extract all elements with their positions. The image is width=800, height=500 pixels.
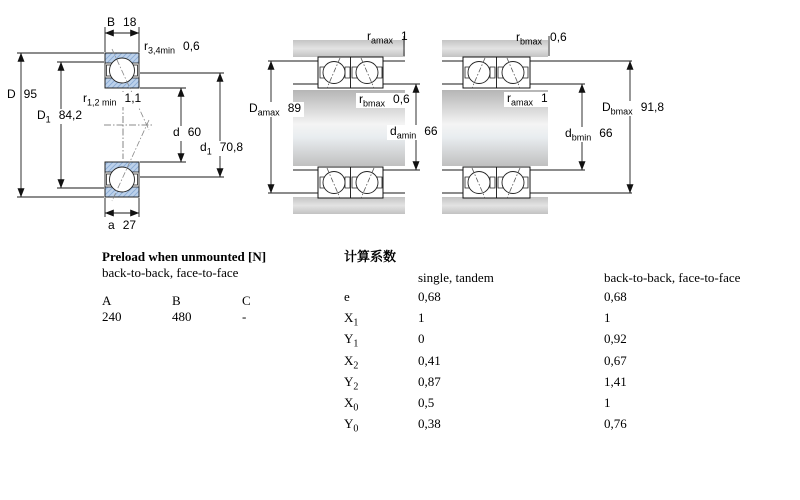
factors-header-back-to-back: back-to-back, face-to-face: [604, 270, 741, 285]
preload-header-a: A: [102, 293, 112, 308]
right-mounting-drawing: [442, 36, 632, 214]
ball: [323, 62, 345, 84]
dim-label-a: a 27: [108, 218, 137, 232]
factor-row-y0: $Y_0$ 0,38 0,76: [344, 416, 627, 436]
ball: [356, 172, 378, 194]
bearing-pair-top: [463, 57, 530, 88]
bearing-pair-bottom: [318, 167, 383, 198]
factor-row-e: e 0,68 0,68: [344, 288, 627, 304]
factor-row-y2: $Y_2$ 0,87 1,41: [344, 373, 627, 393]
ball: [110, 167, 135, 192]
preload-table-title: Preload when unmounted [N]: [102, 249, 267, 264]
dim-label-r12min: $r_{1,2 min}$ 1,1: [80, 92, 144, 107]
housing-band-bottom: [442, 197, 548, 214]
dim-label-D: D 95: [7, 87, 38, 101]
ball: [323, 172, 345, 194]
preload-table-subtitle: back-to-back, face-to-face: [102, 265, 239, 280]
ball: [468, 62, 490, 84]
factors-header-row: [344, 270, 740, 286]
ball: [502, 172, 524, 194]
dim-label-B: B 18: [107, 15, 137, 29]
factor-row-x2: $X_2$ 0,41 0,67: [344, 352, 627, 372]
factors-table-title: 计算系数: [344, 249, 397, 264]
factor-row-x0: $X_0$ 0,5 1: [344, 395, 611, 414]
dim-label-ramax-mid: $r_{amax}$ 1: [504, 92, 551, 107]
dim-label-rbmax-top: $r_{bmax}$ 0,6: [516, 30, 567, 47]
preload-table: [102, 249, 312, 325]
preload-value-c: -: [242, 309, 247, 324]
ball: [356, 62, 378, 84]
preload-value-row: [102, 309, 312, 325]
preload-header-row: [102, 293, 312, 309]
dim-label-r34min: $r_{3,4min}$ 0,6: [144, 39, 200, 56]
calculation-factors-table: [344, 249, 740, 438]
dim-label-Dbmax: $D_{bmax}$ 91,8: [599, 101, 667, 116]
dim-label-rbmax-mid: $r_{bmax}$ 0,6: [356, 93, 413, 108]
factors-header-single-tandem: single, tandem: [418, 270, 494, 285]
factor-row-x1: $X_1$ 1 1: [344, 310, 611, 329]
preload-header-b: B: [172, 293, 181, 308]
factor-row-y1: $Y_1$ 0 0,92: [344, 331, 627, 350]
preload-header-c: C: [242, 293, 251, 308]
dim-label-Damax: $D_{amax}$ 89: [246, 102, 304, 117]
housing-band-bottom: [293, 197, 405, 214]
preload-value-b: 480: [172, 309, 192, 324]
dim-label-d: d 60: [170, 126, 204, 141]
dim-label-d1: $d_1$ 70,8: [197, 141, 246, 156]
bearing-pair-bottom: [463, 167, 530, 198]
ball: [468, 172, 490, 194]
bearing-section-bottom: [105, 162, 139, 197]
dim-label-ramax-top: $r_{amax}$ 1: [367, 29, 408, 46]
preload-value-a: 240: [102, 309, 122, 324]
dim-label-damin: $d_{amin}$ 66: [387, 125, 441, 140]
ball: [502, 62, 524, 84]
dim-label-D1: $D_1$ 84,2: [34, 109, 85, 124]
dim-label-dbmin: $d_{bmin}$ 66: [562, 127, 616, 142]
bearing-pair-top: [318, 57, 383, 88]
